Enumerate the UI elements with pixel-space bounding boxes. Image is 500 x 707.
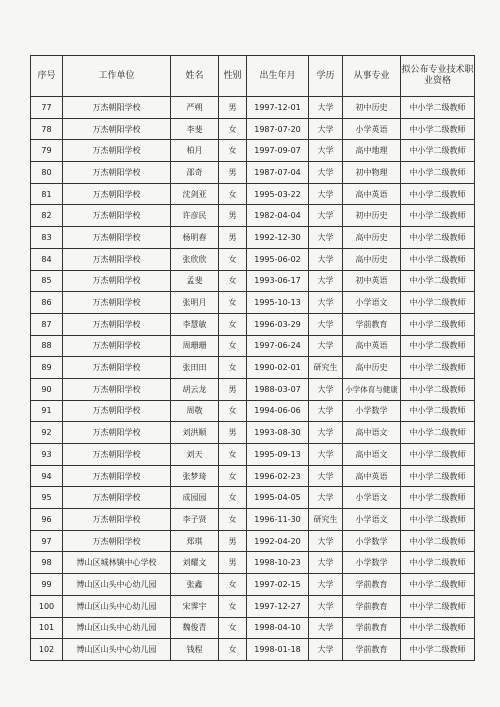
cell-qualification: 中小学二级教师 xyxy=(401,162,475,184)
cell-edu: 大学 xyxy=(309,335,343,357)
cell-seq: 84 xyxy=(31,248,63,270)
cell-gender: 男 xyxy=(219,378,247,400)
cell-major: 学前教育 xyxy=(343,313,401,335)
cell-edu: 大学 xyxy=(309,205,343,227)
cell-edu: 研究生 xyxy=(309,509,343,531)
table-row xyxy=(31,378,475,400)
cell-seq: 93 xyxy=(31,444,63,466)
cell-unit: 博山区山头中心幼儿园 xyxy=(63,639,171,661)
cell-birth: 1988-03-07 xyxy=(247,378,309,400)
cell-seq: 86 xyxy=(31,292,63,314)
header-major: 从事专业 xyxy=(343,56,401,97)
cell-gender: 男 xyxy=(219,530,247,552)
cell-major: 小学数学 xyxy=(343,552,401,574)
cell-qualification: 中小学二级教师 xyxy=(401,292,475,314)
cell-major: 初中物理 xyxy=(343,162,401,184)
cell-birth: 1997-09-07 xyxy=(247,140,309,162)
cell-edu: 大学 xyxy=(309,118,343,140)
cell-major: 小学英语 xyxy=(343,118,401,140)
cell-seq: 90 xyxy=(31,378,63,400)
table-row xyxy=(31,487,475,509)
cell-unit: 万杰朝阳学校 xyxy=(63,422,171,444)
cell-qualification: 中小学二级教师 xyxy=(401,574,475,596)
table-row xyxy=(31,509,475,531)
cell-unit: 博山区城林镇中心学校 xyxy=(63,552,171,574)
table-row xyxy=(31,205,475,227)
table-row xyxy=(31,465,475,487)
table-row xyxy=(31,248,475,270)
cell-seq: 92 xyxy=(31,422,63,444)
header-name: 姓名 xyxy=(171,56,219,97)
cell-seq: 89 xyxy=(31,357,63,379)
cell-major: 小学体育与健康 xyxy=(343,378,401,400)
cell-seq: 83 xyxy=(31,227,63,249)
cell-gender: 女 xyxy=(219,444,247,466)
cell-seq: 78 xyxy=(31,118,63,140)
cell-seq: 98 xyxy=(31,552,63,574)
table-row xyxy=(31,595,475,617)
header-gender: 性别 xyxy=(219,56,247,97)
cell-gender: 女 xyxy=(219,595,247,617)
cell-birth: 1997-12-27 xyxy=(247,595,309,617)
cell-name: 郑琪 xyxy=(171,530,219,552)
cell-name: 许彦民 xyxy=(171,205,219,227)
cell-qualification: 中小学二级教师 xyxy=(401,595,475,617)
cell-gender: 女 xyxy=(219,313,247,335)
cell-birth: 1997-12-01 xyxy=(247,97,309,119)
cell-gender: 女 xyxy=(219,270,247,292)
table-row xyxy=(31,422,475,444)
cell-major: 高中语文 xyxy=(343,422,401,444)
cell-birth: 1990-02-01 xyxy=(247,357,309,379)
cell-birth: 1995-04-05 xyxy=(247,487,309,509)
cell-unit: 万杰朝阳学校 xyxy=(63,292,171,314)
cell-qualification: 中小学二级教师 xyxy=(401,465,475,487)
cell-gender: 女 xyxy=(219,183,247,205)
table-row xyxy=(31,118,475,140)
cell-birth: 1995-09-13 xyxy=(247,444,309,466)
cell-name: 李子贤 xyxy=(171,509,219,531)
cell-name: 周珊珊 xyxy=(171,335,219,357)
cell-name: 宋霁宇 xyxy=(171,595,219,617)
cell-gender: 女 xyxy=(219,248,247,270)
cell-gender: 男 xyxy=(219,227,247,249)
cell-major: 高中英语 xyxy=(343,465,401,487)
table-row xyxy=(31,617,475,639)
cell-edu: 大学 xyxy=(309,617,343,639)
cell-name: 孟斐 xyxy=(171,270,219,292)
cell-seq: 96 xyxy=(31,509,63,531)
cell-unit: 万杰朝阳学校 xyxy=(63,487,171,509)
cell-gender: 女 xyxy=(219,639,247,661)
cell-unit: 博山区山头中心幼儿园 xyxy=(63,595,171,617)
cell-seq: 85 xyxy=(31,270,63,292)
qualification-table xyxy=(30,55,475,661)
cell-seq: 95 xyxy=(31,487,63,509)
cell-edu: 大学 xyxy=(309,639,343,661)
cell-name: 刘洪顺 xyxy=(171,422,219,444)
cell-gender: 女 xyxy=(219,574,247,596)
cell-qualification: 中小学二级教师 xyxy=(401,639,475,661)
cell-major: 学前教育 xyxy=(343,574,401,596)
cell-gender: 男 xyxy=(219,162,247,184)
cell-seq: 97 xyxy=(31,530,63,552)
cell-seq: 79 xyxy=(31,140,63,162)
cell-unit: 万杰朝阳学校 xyxy=(63,270,171,292)
cell-name: 李慧敏 xyxy=(171,313,219,335)
cell-seq: 80 xyxy=(31,162,63,184)
cell-edu: 大学 xyxy=(309,97,343,119)
cell-major: 高中历史 xyxy=(343,357,401,379)
cell-qualification: 中小学二级教师 xyxy=(401,248,475,270)
cell-edu: 大学 xyxy=(309,378,343,400)
table-row xyxy=(31,335,475,357)
cell-unit: 万杰朝阳学校 xyxy=(63,444,171,466)
cell-seq: 99 xyxy=(31,574,63,596)
cell-qualification: 中小学二级教师 xyxy=(401,530,475,552)
cell-gender: 女 xyxy=(219,335,247,357)
header-birth: 出生年月 xyxy=(247,56,309,97)
cell-birth: 1998-04-10 xyxy=(247,617,309,639)
cell-unit: 万杰朝阳学校 xyxy=(63,205,171,227)
cell-unit: 万杰朝阳学校 xyxy=(63,509,171,531)
cell-name: 严朔 xyxy=(171,97,219,119)
cell-seq: 91 xyxy=(31,400,63,422)
cell-name: 周敬 xyxy=(171,400,219,422)
cell-birth: 1996-11-30 xyxy=(247,509,309,531)
cell-edu: 大学 xyxy=(309,140,343,162)
cell-qualification: 中小学二级教师 xyxy=(401,270,475,292)
cell-edu: 大学 xyxy=(309,270,343,292)
cell-major: 学前教育 xyxy=(343,639,401,661)
cell-birth: 1997-02-15 xyxy=(247,574,309,596)
cell-birth: 1998-01-18 xyxy=(247,639,309,661)
cell-birth: 1987-07-04 xyxy=(247,162,309,184)
cell-name: 李斐 xyxy=(171,118,219,140)
cell-major: 高中语文 xyxy=(343,444,401,466)
cell-qualification: 中小学二级教师 xyxy=(401,313,475,335)
cell-name: 刘天 xyxy=(171,444,219,466)
cell-gender: 女 xyxy=(219,617,247,639)
cell-major: 初中英语 xyxy=(343,270,401,292)
cell-birth: 1992-12-30 xyxy=(247,227,309,249)
table-row xyxy=(31,227,475,249)
cell-edu: 大学 xyxy=(309,248,343,270)
cell-gender: 女 xyxy=(219,465,247,487)
cell-unit: 万杰朝阳学校 xyxy=(63,248,171,270)
table-row xyxy=(31,313,475,335)
cell-major: 小学语文 xyxy=(343,509,401,531)
cell-name: 杨明春 xyxy=(171,227,219,249)
cell-seq: 82 xyxy=(31,205,63,227)
cell-birth: 1993-06-17 xyxy=(247,270,309,292)
cell-major: 高中地理 xyxy=(343,140,401,162)
cell-birth: 1998-10-23 xyxy=(247,552,309,574)
table-row xyxy=(31,530,475,552)
cell-major: 高中历史 xyxy=(343,227,401,249)
cell-major: 学前教育 xyxy=(343,595,401,617)
cell-birth: 1982-04-04 xyxy=(247,205,309,227)
cell-gender: 女 xyxy=(219,292,247,314)
cell-seq: 77 xyxy=(31,97,63,119)
cell-qualification: 中小学二级教师 xyxy=(401,118,475,140)
table-row xyxy=(31,400,475,422)
cell-edu: 大学 xyxy=(309,552,343,574)
cell-qualification: 中小学二级教师 xyxy=(401,227,475,249)
cell-gender: 女 xyxy=(219,509,247,531)
table-row xyxy=(31,357,475,379)
cell-major: 初中历史 xyxy=(343,97,401,119)
cell-qualification: 中小学二级教师 xyxy=(401,444,475,466)
cell-qualification: 中小学二级教师 xyxy=(401,422,475,444)
cell-gender: 女 xyxy=(219,118,247,140)
cell-gender: 女 xyxy=(219,357,247,379)
cell-birth: 1995-06-02 xyxy=(247,248,309,270)
cell-seq: 102 xyxy=(31,639,63,661)
cell-name: 张田田 xyxy=(171,357,219,379)
cell-qualification: 中小学二级教师 xyxy=(401,205,475,227)
cell-gender: 男 xyxy=(219,97,247,119)
cell-edu: 大学 xyxy=(309,574,343,596)
cell-gender: 男 xyxy=(219,422,247,444)
cell-edu: 大学 xyxy=(309,400,343,422)
cell-unit: 万杰朝阳学校 xyxy=(63,530,171,552)
cell-edu: 大学 xyxy=(309,530,343,552)
cell-birth: 1992-04-20 xyxy=(247,530,309,552)
cell-major: 小学语文 xyxy=(343,487,401,509)
cell-birth: 1993-08-30 xyxy=(247,422,309,444)
cell-unit: 万杰朝阳学校 xyxy=(63,378,171,400)
cell-seq: 101 xyxy=(31,617,63,639)
header-edu: 学历 xyxy=(309,56,343,97)
cell-seq: 94 xyxy=(31,465,63,487)
cell-edu: 大学 xyxy=(309,422,343,444)
cell-unit: 万杰朝阳学校 xyxy=(63,227,171,249)
cell-name: 柏月 xyxy=(171,140,219,162)
cell-edu: 大学 xyxy=(309,595,343,617)
cell-birth: 1996-02-23 xyxy=(247,465,309,487)
cell-gender: 女 xyxy=(219,140,247,162)
cell-qualification: 中小学二级教师 xyxy=(401,552,475,574)
cell-qualification: 中小学二级教师 xyxy=(401,400,475,422)
cell-unit: 万杰朝阳学校 xyxy=(63,400,171,422)
cell-edu: 大学 xyxy=(309,227,343,249)
cell-edu: 大学 xyxy=(309,183,343,205)
cell-name: 魏俊青 xyxy=(171,617,219,639)
table-row xyxy=(31,444,475,466)
cell-edu: 大学 xyxy=(309,487,343,509)
cell-gender: 男 xyxy=(219,552,247,574)
cell-birth: 1987-07-20 xyxy=(247,118,309,140)
table-row xyxy=(31,639,475,661)
cell-birth: 1996-03-29 xyxy=(247,313,309,335)
cell-name: 张明月 xyxy=(171,292,219,314)
table-header-row xyxy=(31,56,475,97)
cell-major: 高中英语 xyxy=(343,335,401,357)
cell-edu: 大学 xyxy=(309,313,343,335)
table-row xyxy=(31,183,475,205)
table-row xyxy=(31,574,475,596)
table-row xyxy=(31,97,475,119)
cell-qualification: 中小学二级教师 xyxy=(401,487,475,509)
cell-major: 高中英语 xyxy=(343,183,401,205)
table-row xyxy=(31,140,475,162)
cell-major: 初中历史 xyxy=(343,205,401,227)
cell-name: 张欣欣 xyxy=(171,248,219,270)
cell-qualification: 中小学二级教师 xyxy=(401,183,475,205)
table-row xyxy=(31,162,475,184)
cell-unit: 万杰朝阳学校 xyxy=(63,183,171,205)
cell-edu: 大学 xyxy=(309,162,343,184)
header-unit: 工作单位 xyxy=(63,56,171,97)
cell-unit: 万杰朝阳学校 xyxy=(63,162,171,184)
table-row xyxy=(31,552,475,574)
cell-name: 成园园 xyxy=(171,487,219,509)
cell-major: 小学语文 xyxy=(343,292,401,314)
cell-major: 小学数学 xyxy=(343,400,401,422)
cell-name: 胡云龙 xyxy=(171,378,219,400)
cell-major: 高中历史 xyxy=(343,248,401,270)
cell-birth: 1995-03-22 xyxy=(247,183,309,205)
cell-name: 邵奇 xyxy=(171,162,219,184)
cell-birth: 1994-06-06 xyxy=(247,400,309,422)
cell-unit: 万杰朝阳学校 xyxy=(63,97,171,119)
cell-name: 沈剑亚 xyxy=(171,183,219,205)
cell-name: 张梦琦 xyxy=(171,465,219,487)
cell-seq: 81 xyxy=(31,183,63,205)
cell-major: 小学数学 xyxy=(343,530,401,552)
cell-unit: 博山区山头中心幼儿园 xyxy=(63,617,171,639)
cell-unit: 万杰朝阳学校 xyxy=(63,357,171,379)
cell-unit: 万杰朝阳学校 xyxy=(63,313,171,335)
cell-edu: 研究生 xyxy=(309,357,343,379)
cell-qualification: 中小学二级教师 xyxy=(401,509,475,531)
cell-unit: 万杰朝阳学校 xyxy=(63,335,171,357)
table-body xyxy=(31,97,475,661)
cell-edu: 大学 xyxy=(309,465,343,487)
cell-qualification: 中小学二级教师 xyxy=(401,140,475,162)
cell-seq: 100 xyxy=(31,595,63,617)
cell-name: 刘耀文 xyxy=(171,552,219,574)
cell-major: 学前教育 xyxy=(343,617,401,639)
cell-edu: 大学 xyxy=(309,292,343,314)
cell-qualification: 中小学二级教师 xyxy=(401,378,475,400)
cell-name: 钱程 xyxy=(171,639,219,661)
cell-gender: 女 xyxy=(219,487,247,509)
cell-gender: 男 xyxy=(219,205,247,227)
table-row xyxy=(31,292,475,314)
cell-unit: 万杰朝阳学校 xyxy=(63,118,171,140)
cell-edu: 大学 xyxy=(309,444,343,466)
cell-unit: 万杰朝阳学校 xyxy=(63,465,171,487)
cell-unit: 万杰朝阳学校 xyxy=(63,140,171,162)
cell-qualification: 中小学二级教师 xyxy=(401,357,475,379)
cell-seq: 87 xyxy=(31,313,63,335)
cell-birth: 1995-10-13 xyxy=(247,292,309,314)
header-seq: 序号 xyxy=(31,56,63,97)
cell-qualification: 中小学二级教师 xyxy=(401,335,475,357)
table-row xyxy=(31,270,475,292)
cell-gender: 女 xyxy=(219,400,247,422)
cell-seq: 88 xyxy=(31,335,63,357)
cell-qualification: 中小学二级教师 xyxy=(401,97,475,119)
cell-unit: 博山区山头中心幼儿园 xyxy=(63,574,171,596)
cell-qualification: 中小学二级教师 xyxy=(401,617,475,639)
cell-birth: 1997-06-24 xyxy=(247,335,309,357)
cell-name: 张鑫 xyxy=(171,574,219,596)
header-qualification: 拟公布专业技术职业资格 xyxy=(401,56,475,97)
